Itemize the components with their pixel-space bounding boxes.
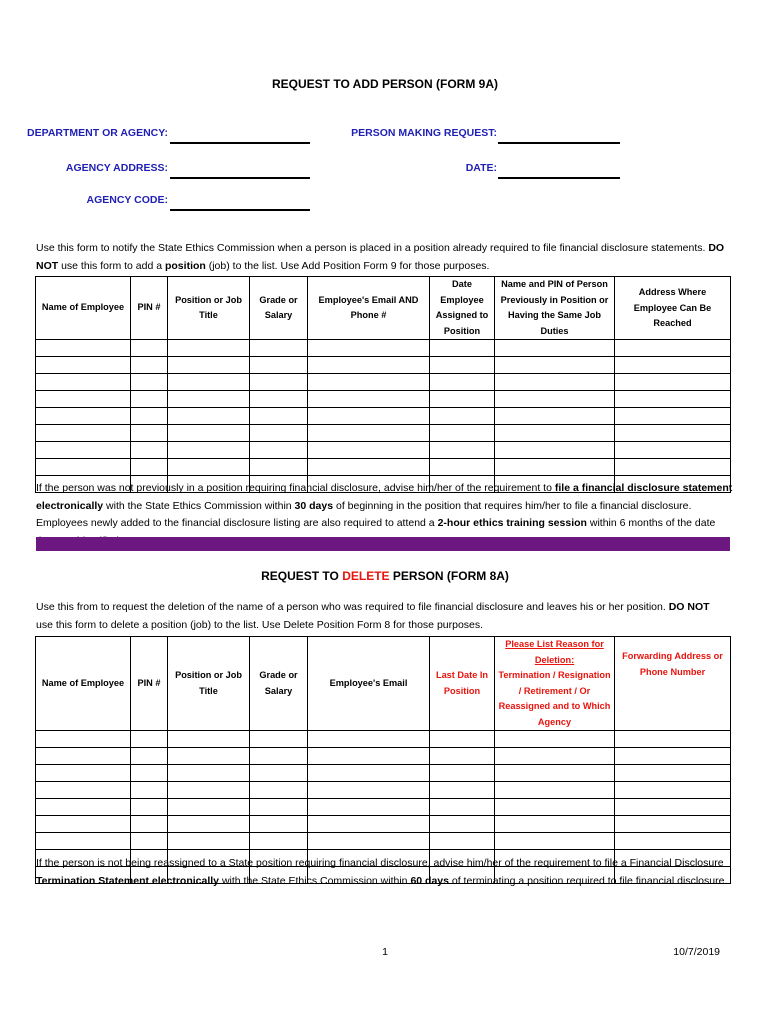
delete-form-title: REQUEST TO DELETE PERSON (FORM 8A) [261,569,509,583]
table-cell-input[interactable] [131,459,168,476]
agency-code-label: AGENCY CODE: [86,194,168,206]
section-divider [36,537,730,551]
table-cell-input[interactable] [168,408,250,425]
table-cell-input[interactable] [36,357,131,374]
table-cell-input[interactable] [250,799,308,816]
table-cell-input[interactable] [308,340,430,357]
table-cell-input[interactable] [36,731,131,748]
table-cell-input[interactable] [615,833,731,850]
delete-employee-table [35,636,731,884]
table-row [36,459,731,476]
table-cell-input[interactable] [308,357,430,374]
table-cell-input[interactable] [495,408,615,425]
delete-form-instructions: Use this from to request the deletion of the name of a person who was required to file financial disclosure and leaves his or her position. DO NOT use this form to delete a position (job) to the list. Use Delete Position Form 8 for those purposes. [36,601,710,631]
person-making-request-label: PERSON MAKING REQUEST: [351,127,497,139]
table-cell-input[interactable] [495,459,615,476]
table-cell-input[interactable] [430,765,495,782]
column-header: Grade or Salary [250,637,308,731]
table-cell-input[interactable] [131,782,168,799]
table-cell-input[interactable] [250,442,308,459]
table-cell-input[interactable] [36,442,131,459]
table-cell-input[interactable] [430,748,495,765]
column-header: PIN # [131,637,168,731]
table-cell-input[interactable] [250,425,308,442]
column-header: Position or Job Title [168,277,250,340]
date-label: DATE: [465,162,497,174]
department-label: DEPARTMENT OR AGENCY: [27,127,168,139]
table-cell-input[interactable] [250,391,308,408]
table-cell-input[interactable] [615,459,731,476]
table-cell-input[interactable] [308,816,430,833]
table-row [36,408,731,425]
column-header: Name of Employee [36,637,131,731]
table-cell-input[interactable] [430,408,495,425]
table-cell-input[interactable] [168,748,250,765]
table-cell-input[interactable] [308,731,430,748]
table-cell-input[interactable] [430,799,495,816]
table-row [36,816,731,833]
table-cell-input[interactable] [131,391,168,408]
table-cell-input[interactable] [615,765,731,782]
table-cell-input[interactable] [250,357,308,374]
table-cell-input[interactable] [131,442,168,459]
table-cell-input[interactable] [308,748,430,765]
table-row [36,391,731,408]
table-cell-input[interactable] [131,374,168,391]
table-cell-input[interactable] [36,748,131,765]
table-cell-input[interactable] [615,731,731,748]
table-row [36,765,731,782]
table-cell-input[interactable] [615,425,731,442]
table-cell-input[interactable] [36,782,131,799]
table-cell-input[interactable] [615,357,731,374]
table-cell-input[interactable] [615,442,731,459]
table-cell-input[interactable] [615,748,731,765]
table-cell-input[interactable] [36,425,131,442]
date-field[interactable] [498,177,620,179]
table-cell-input[interactable] [250,408,308,425]
table-cell-input[interactable] [250,459,308,476]
table-cell-input[interactable] [36,799,131,816]
delete-highlight: DELETE [342,569,390,583]
table-cell-input[interactable] [308,459,430,476]
add-employee-table [35,276,731,493]
table-cell-input[interactable] [168,357,250,374]
table-cell-input[interactable] [495,748,615,765]
table-cell-input[interactable] [36,765,131,782]
table-cell-input[interactable] [36,459,131,476]
table-cell-input[interactable] [615,408,731,425]
table-cell-input[interactable] [495,782,615,799]
delete-table-header [36,637,731,731]
add-table-body [36,340,731,493]
table-cell-input[interactable] [36,374,131,391]
table-cell-input[interactable] [615,391,731,408]
table-cell-input[interactable] [131,833,168,850]
table-cell-input[interactable] [615,799,731,816]
table-cell-input[interactable] [36,340,131,357]
table-cell-input[interactable] [495,731,615,748]
column-header: Date Employee Assigned to Position [430,277,495,340]
department-field[interactable] [170,142,310,144]
table-cell-input[interactable] [430,833,495,850]
table-cell-input[interactable] [250,833,308,850]
revision-date: 10/7/2019 [673,946,720,958]
column-header: PIN # [131,277,168,340]
table-cell-input[interactable] [168,425,250,442]
table-cell-input[interactable] [131,765,168,782]
delete-form-note: If the person is not being reassigned to a State position requiring financial disclosure, advise him/her of the requirement to file a Financial Disclosure Termination Statement electronically with the State Ethics Commission within 60 days of terminating a position required to file financial disclosure. [36,857,728,887]
table-cell-input[interactable] [168,765,250,782]
column-header: Grade or Salary [250,277,308,340]
table-cell-input[interactable] [308,391,430,408]
table-cell-input[interactable] [615,816,731,833]
agency-code-field[interactable] [170,209,310,211]
table-cell-input[interactable] [495,816,615,833]
table-cell-input[interactable] [308,408,430,425]
table-cell-input[interactable] [168,782,250,799]
table-cell-input[interactable] [430,731,495,748]
table-cell-input[interactable] [430,374,495,391]
add-table-header [36,277,731,340]
table-cell-input[interactable] [430,357,495,374]
table-cell-input[interactable] [168,816,250,833]
table-cell-input[interactable] [250,748,308,765]
table-cell-input[interactable] [36,833,131,850]
add-form-title: REQUEST TO ADD PERSON (FORM 9A) [271,77,498,91]
table-cell-input[interactable] [131,799,168,816]
table-cell-input[interactable] [495,442,615,459]
agency-address-label: AGENCY ADDRESS: [65,162,168,174]
table-cell-input[interactable] [495,357,615,374]
table-cell-input[interactable] [430,459,495,476]
table-cell-input[interactable] [131,731,168,748]
table-cell-input[interactable] [131,816,168,833]
table-cell-input[interactable] [131,425,168,442]
table-cell-input[interactable] [308,799,430,816]
table-cell-input[interactable] [131,408,168,425]
table-cell-input[interactable] [168,833,250,850]
table-cell-input[interactable] [495,799,615,816]
table-cell-input[interactable] [168,340,250,357]
table-row [36,357,731,374]
table-row [36,748,731,765]
table-cell-input[interactable] [495,340,615,357]
table-cell-input[interactable] [495,425,615,442]
table-cell-input[interactable] [430,442,495,459]
table-cell-input[interactable] [430,340,495,357]
column-header: Position or Job Title [168,637,250,731]
table-cell-input[interactable] [250,731,308,748]
table-cell-input[interactable] [168,374,250,391]
table-cell-input[interactable] [495,833,615,850]
table-cell-input[interactable] [250,340,308,357]
table-cell-input[interactable] [495,391,615,408]
column-header: Address Where Employee Can Be Reached [615,277,731,340]
add-form-note: If the person was not previously in a position requiring financial disclosure, advise him/her of the requirement to file a financial disclosure statement electronically with the State Ethics Commission within 30 days of beginning in the position that requires him/her to file a financial disclosure. Employees newly added to the financial disclosure listing are also required to attend a 2-hour ethics training session within 6 months of the date [36,482,733,529]
table-cell-input[interactable] [250,782,308,799]
table-cell-input[interactable] [430,782,495,799]
column-header: Employee's Email [308,637,430,731]
column-header: Forwarding Address or Phone Number [615,637,731,731]
table-row [36,425,731,442]
table-cell-input[interactable] [250,816,308,833]
table-cell-input[interactable] [308,765,430,782]
agency-address-field[interactable] [170,177,310,179]
table-cell-input[interactable] [250,765,308,782]
table-cell-input[interactable] [308,425,430,442]
table-cell-input[interactable] [36,391,131,408]
add-form-instructions: Use this form to notify the State Ethics Commission when a person is placed in a position already required to file financial disclosure statements. DO NOT use this form to add a position (job) to the list. Use Add Position Form 9 for those purposes. [36,242,725,272]
table-cell-input[interactable] [250,374,308,391]
table-cell-input[interactable] [430,391,495,408]
table-cell-input[interactable] [131,748,168,765]
table-cell-input[interactable] [430,425,495,442]
table-cell-input[interactable] [168,459,250,476]
table-cell-input[interactable] [308,833,430,850]
column-header: Employee's Email AND Phone # [308,277,430,340]
table-cell-input[interactable] [615,374,731,391]
table-cell-input[interactable] [168,442,250,459]
table-row [36,731,731,748]
table-row [36,782,731,799]
table-cell-input[interactable] [168,391,250,408]
column-header: Name of Employee [36,277,131,340]
table-cell-input[interactable] [131,340,168,357]
table-cell-input[interactable] [168,731,250,748]
table-cell-input[interactable] [36,408,131,425]
table-cell-input[interactable] [308,782,430,799]
table-cell-input[interactable] [495,765,615,782]
table-cell-input[interactable] [615,782,731,799]
person-making-request-field[interactable] [498,142,620,144]
table-cell-input[interactable] [36,816,131,833]
table-row [36,833,731,850]
table-cell-input[interactable] [308,442,430,459]
page-number: 1 [382,946,388,958]
table-cell-input[interactable] [615,340,731,357]
table-cell-input[interactable] [131,357,168,374]
table-cell-input[interactable] [495,374,615,391]
table-cell-input[interactable] [168,799,250,816]
table-row [36,442,731,459]
table-row [36,799,731,816]
table-row [36,374,731,391]
column-header: Name and PIN of Person Previously in Position or Having the Same Job Duties [495,277,615,340]
table-cell-input[interactable] [308,374,430,391]
column-header: Please List Reason for Deletion: Termination / Resignation / Retirement / Or Reassigned and to Which Agency [495,637,615,731]
table-row [36,340,731,357]
column-header: Last Date In Position [430,637,495,731]
table-cell-input[interactable] [430,816,495,833]
